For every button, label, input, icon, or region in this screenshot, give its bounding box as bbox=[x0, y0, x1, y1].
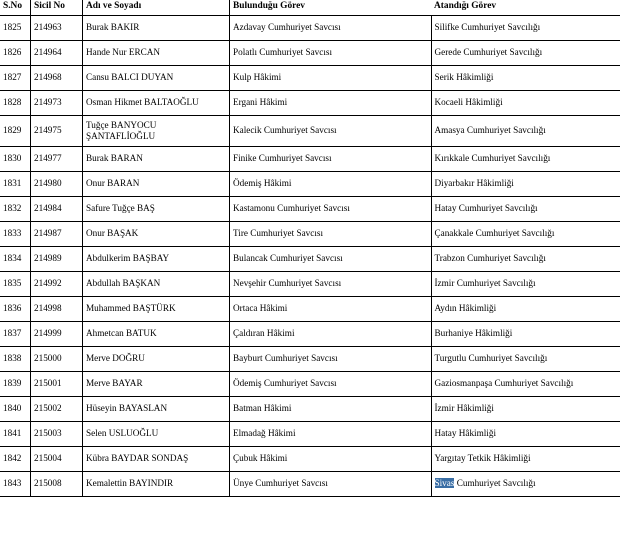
column-header-sicil: Sicil No bbox=[31, 0, 83, 15]
cell-name: Abdulkerim BAŞBAY bbox=[83, 246, 230, 271]
cell-sicil: 214968 bbox=[31, 65, 83, 90]
cell-current-post: Elmadağ Hâkimi bbox=[230, 421, 432, 446]
cell-no: 1831 bbox=[0, 171, 31, 196]
cell-assigned-post: Diyarbakır Hâkimliği bbox=[431, 171, 620, 196]
table-body bbox=[0, 15, 620, 496]
cell-current-post: Kulp Hâkimi bbox=[230, 65, 432, 90]
column-header-name: Adı ve Soyadı bbox=[83, 0, 230, 15]
cell-current-post: Ortaca Hâkimi bbox=[230, 296, 432, 321]
table-row bbox=[0, 271, 620, 296]
table-row bbox=[0, 146, 620, 171]
cell-current-post: Polatlı Cumhuriyet Savcısı bbox=[230, 40, 432, 65]
cell-name: Merve BAYAR bbox=[83, 371, 230, 396]
cell-assigned-post: Gaziosmanpaşa Cumhuriyet Savcılığı bbox=[431, 371, 620, 396]
cell-sicil: 215002 bbox=[31, 396, 83, 421]
cell-name: Cansu BALCI DUYAN bbox=[83, 65, 230, 90]
cell-assigned-post: Aydın Hâkimliği bbox=[431, 296, 620, 321]
cell-current-post: Ergani Hâkimi bbox=[230, 90, 432, 115]
table-row bbox=[0, 115, 620, 146]
cell-assigned-post: İzmir Cumhuriyet Savcılığı bbox=[431, 271, 620, 296]
cell-current-post: Batman Hâkimi bbox=[230, 396, 432, 421]
cell-assigned-post: Trabzon Cumhuriyet Savcılığı bbox=[431, 246, 620, 271]
cell-assigned-post: Burhaniye Hâkimliği bbox=[431, 321, 620, 346]
cell-sicil: 215001 bbox=[31, 371, 83, 396]
cell-sicil: 214980 bbox=[31, 171, 83, 196]
cell-sicil: 214975 bbox=[31, 115, 83, 146]
cell-assigned-post: Kocaeli Hâkimliği bbox=[431, 90, 620, 115]
cell-no: 1834 bbox=[0, 246, 31, 271]
text-selection-highlight: Sivas bbox=[434, 478, 455, 489]
cell-no: 1836 bbox=[0, 296, 31, 321]
cell-name: Muhammed BAŞTÜRK bbox=[83, 296, 230, 321]
table-row bbox=[0, 446, 620, 471]
cell-name: Hande Nur ERCAN bbox=[83, 40, 230, 65]
cell-sicil: 214973 bbox=[31, 90, 83, 115]
cell-sicil: 215008 bbox=[31, 471, 83, 496]
cell-no: 1826 bbox=[0, 40, 31, 65]
cell-sicil: 215004 bbox=[31, 446, 83, 471]
cell-sicil: 214964 bbox=[31, 40, 83, 65]
cell-sicil: 214977 bbox=[31, 146, 83, 171]
table-row bbox=[0, 171, 620, 196]
cell-no: 1837 bbox=[0, 321, 31, 346]
cell-assigned-post: Turgutlu Cumhuriyet Savcılığı bbox=[431, 346, 620, 371]
cell-sicil: 215000 bbox=[31, 346, 83, 371]
cell-name: Onur BARAN bbox=[83, 171, 230, 196]
table-row bbox=[0, 65, 620, 90]
cell-no: 1839 bbox=[0, 371, 31, 396]
cell-name: Merve DOĞRU bbox=[83, 346, 230, 371]
cell-current-post: Çubuk Hâkimi bbox=[230, 446, 432, 471]
table-row bbox=[0, 371, 620, 396]
cell-assigned-post: Çanakkale Cumhuriyet Savcılığı bbox=[431, 221, 620, 246]
cell-no: 1827 bbox=[0, 65, 31, 90]
cell-current-post: Kastamonu Cumhuriyet Savcısı bbox=[230, 196, 432, 221]
table-row bbox=[0, 296, 620, 321]
table-row bbox=[0, 196, 620, 221]
cell-assigned-post: Amasya Cumhuriyet Savcılığı bbox=[431, 115, 620, 146]
cell-assigned-post: Gerede Cumhuriyet Savcılığı bbox=[431, 40, 620, 65]
cell-assigned-post: Hatay Cumhuriyet Savcılığı bbox=[431, 196, 620, 221]
cell-assigned-post: İzmir Hâkimliği bbox=[431, 396, 620, 421]
cell-name: Onur BAŞAK bbox=[83, 221, 230, 246]
column-header-no: S.No bbox=[0, 0, 31, 15]
table-row bbox=[0, 90, 620, 115]
table-row bbox=[0, 15, 620, 40]
cell-assigned-post: Yargıtay Tetkik Hâkimliği bbox=[431, 446, 620, 471]
table-row bbox=[0, 221, 620, 246]
cell-current-post: Kalecik Cumhuriyet Savcısı bbox=[230, 115, 432, 146]
cell-name: Safure Tuğçe BAŞ bbox=[83, 196, 230, 221]
cell-name: Tuğçe BANYOCU ŞANTAFLİOĞLU bbox=[83, 115, 230, 146]
cell-current-post: Ödemiş Cumhuriyet Savcısı bbox=[230, 371, 432, 396]
cell-name: Ahmetcan BATUK bbox=[83, 321, 230, 346]
column-header-current-post: Bulunduğu Görev bbox=[230, 0, 432, 15]
cell-name: Kemalettin BAYINDIR bbox=[83, 471, 230, 496]
table-row bbox=[0, 421, 620, 446]
cell-name: Burak BAKIR bbox=[83, 15, 230, 40]
cell-assigned-post: Kırıkkale Cumhuriyet Savcılığı bbox=[431, 146, 620, 171]
cell-name: Abdullah BAŞKAN bbox=[83, 271, 230, 296]
cell-sicil: 215003 bbox=[31, 421, 83, 446]
cell-sicil: 214963 bbox=[31, 15, 83, 40]
cell-no: 1830 bbox=[0, 146, 31, 171]
cell-current-post: Finike Cumhuriyet Savcısı bbox=[230, 146, 432, 171]
cell-no: 1838 bbox=[0, 346, 31, 371]
cell-sicil: 214984 bbox=[31, 196, 83, 221]
cell-no: 1843 bbox=[0, 471, 31, 496]
cell-sicil: 214989 bbox=[31, 246, 83, 271]
cell-current-post: Ünye Cumhuriyet Savcısı bbox=[230, 471, 432, 496]
cell-no: 1833 bbox=[0, 221, 31, 246]
cell-name: Kübra BAYDAR SONDAŞ bbox=[83, 446, 230, 471]
cell-no: 1840 bbox=[0, 396, 31, 421]
cell-no: 1828 bbox=[0, 90, 31, 115]
cell-no: 1825 bbox=[0, 15, 31, 40]
table-header-row bbox=[0, 0, 620, 15]
cell-current-post: Bulancak Cumhuriyet Savcısı bbox=[230, 246, 432, 271]
cell-current-post: Çaldıran Hâkimi bbox=[230, 321, 432, 346]
table-row bbox=[0, 346, 620, 371]
cell-name: Hüseyin BAYASLAN bbox=[83, 396, 230, 421]
cell-no: 1842 bbox=[0, 446, 31, 471]
cell-sicil: 214992 bbox=[31, 271, 83, 296]
cell-no: 1841 bbox=[0, 421, 31, 446]
cell-no: 1829 bbox=[0, 115, 31, 146]
cell-current-post: Azdavay Cumhuriyet Savcısı bbox=[230, 15, 432, 40]
cell-current-post: Nevşehir Cumhuriyet Savcısı bbox=[230, 271, 432, 296]
table-row bbox=[0, 321, 620, 346]
column-header-assigned-post: Atandığı Görev bbox=[431, 0, 620, 15]
table-row bbox=[0, 246, 620, 271]
cell-no: 1832 bbox=[0, 196, 31, 221]
table-row-selected bbox=[0, 471, 620, 496]
cell-assigned-post: Serik Hâkimliği bbox=[431, 65, 620, 90]
cell-assigned-post: Silifke Cumhuriyet Savcılığı bbox=[431, 15, 620, 40]
cell-current-post: Tire Cumhuriyet Savcısı bbox=[230, 221, 432, 246]
table-row bbox=[0, 396, 620, 421]
cell-name: Burak BARAN bbox=[83, 146, 230, 171]
cell-sicil: 214999 bbox=[31, 321, 83, 346]
cell-current-post: Ödemiş Hâkimi bbox=[230, 171, 432, 196]
cell-assigned-post-remainder: Cumhuriyet Savcılığı bbox=[454, 478, 536, 489]
cell-name: Osman Hikmet BALTAOĞLU bbox=[83, 90, 230, 115]
cell-current-post: Bayburt Cumhuriyet Savcısı bbox=[230, 346, 432, 371]
table-row bbox=[0, 40, 620, 65]
cell-no: 1835 bbox=[0, 271, 31, 296]
table-header bbox=[0, 0, 620, 15]
cell-sicil: 214998 bbox=[31, 296, 83, 321]
cell-name: Selen USLUOĞLU bbox=[83, 421, 230, 446]
cell-assigned-post: Hatay Hâkimliği bbox=[431, 421, 620, 446]
cell-assigned-post-selected[interactable] bbox=[431, 471, 620, 496]
cell-sicil: 214987 bbox=[31, 221, 83, 246]
